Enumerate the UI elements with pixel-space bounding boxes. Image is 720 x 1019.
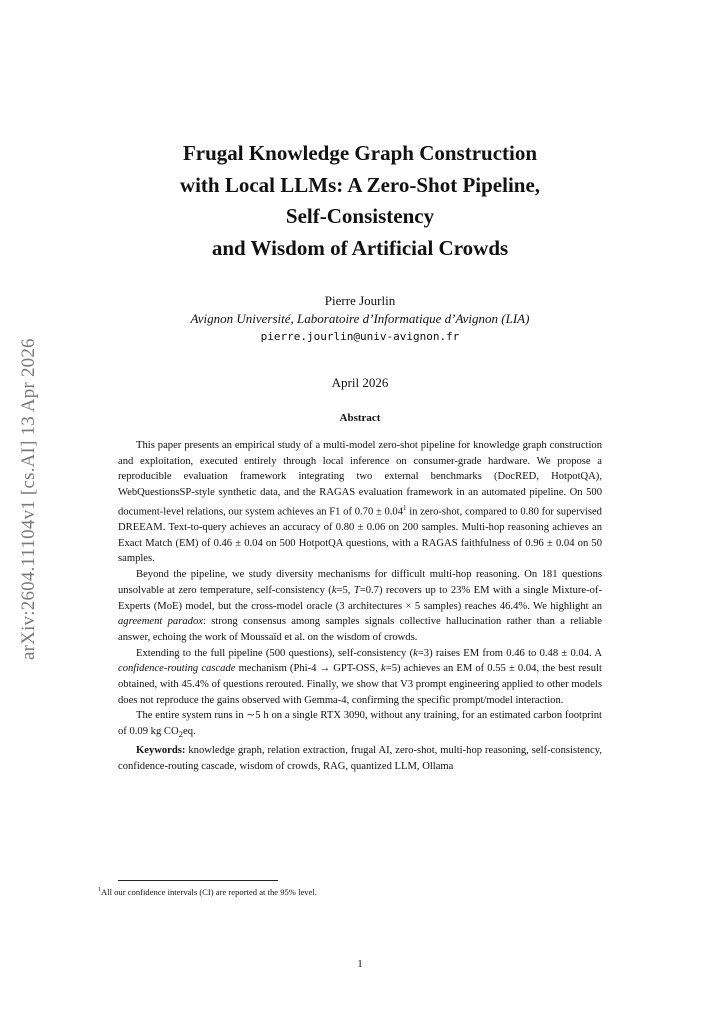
abstract-p3-text-b: =3) raises EM from 0.46 to 0.48 ± 0.04. A	[417, 647, 602, 659]
paper-title	[120, 138, 600, 264]
abstract-p2-text-b: =5,	[336, 584, 354, 596]
abstract-paragraph-2	[118, 567, 602, 646]
author-block	[120, 292, 600, 346]
page-number: 1	[357, 958, 363, 970]
footnote-mark: 1	[98, 887, 101, 893]
emphasis-confidence-routing-cascade: confidence-routing cascade	[118, 663, 236, 675]
emphasis-agreement-paradox: agreement paradox	[118, 616, 203, 628]
keywords-text: knowledge graph, relation extraction, frugal AI, zero-shot, multi-hop reasoning, self-consistency, confidence-routing cascade, wisdom of crowds, RAG, quantized LLM, Ollama	[118, 745, 602, 772]
abstract-paragraph-3	[118, 646, 602, 709]
title-line-1: Frugal Knowledge Graph Construction	[182, 141, 538, 165]
keywords-label: Keywords:	[136, 745, 186, 756]
abstract-p2-text-a: Beyond the pipeline, we study diversity mechanisms for difficult multi-hop reasoning. On 181 questions unsolvable at zero temperature, self-consistency (	[118, 569, 602, 596]
math-k: k	[381, 663, 386, 675]
subscript-2: 2	[178, 729, 184, 740]
abstract-paragraph-4	[118, 708, 602, 743]
abstract-body	[118, 438, 602, 774]
math-t: T	[353, 584, 360, 596]
abstract-paragraph-1	[118, 438, 602, 567]
author-name: Pierre Jourlin	[324, 293, 396, 308]
abstract-p2-text-d: : strong consensus among samples signals collective hallucination rather than a reliable answer, echoing the work of Moussaïd et al. on the wisdom of crowds.	[118, 616, 602, 643]
arxiv-identifier: arXiv:2604.11104v1 [cs.AI] 13 Apr 2026	[18, 338, 39, 660]
footnote-rule	[118, 880, 278, 881]
abstract-heading: Abstract	[339, 412, 381, 424]
keywords	[118, 743, 602, 774]
abstract-p3-text-a: Extending to the full pipeline (500 questions), self-consistency (	[136, 647, 414, 659]
publication-date: April 2026	[331, 375, 389, 390]
footnote-text: All our confidence intervals (CI) are reported at the 95% level.	[101, 886, 317, 897]
abstract-p4-text-a: The entire system runs in ∼5 h on a single RTX 3090, without any training, for an estimated carbon footprint of 0.09 kg CO	[118, 710, 602, 738]
math-k: k	[331, 584, 337, 596]
abstract-p1-text-b: in zero-shot, compared to 0.80 for supervised DREEAM. Text-to-query achieves an accuracy of 0.80 ± 0.06 on 200 samples. Multi-hop reasoning achieves an Exact Match (EM) of 0.46 ± 0.04 on 500 HotpotQA questions, with a RAGAS faithfulness of 0.96 ± 0.04 on 50 samples.	[118, 506, 602, 565]
abstract-p4-text-b: eq.	[183, 726, 196, 738]
abstract-p2-text-c: =0.7) recovers up to 23% EM with a single Mixture-of-Experts (MoE) model, but the cross-model oracle (3 architectures × 5 samples) reaches 46.4%. We highlight an	[118, 584, 602, 612]
author-affiliation: Avignon Université, Laboratoire d’Informatique d’Avignon (LIA)	[190, 311, 530, 326]
abstract-p3-text-c: mechanism (Phi-4 → GPT-OSS,	[235, 663, 382, 675]
abstract-p1-text-a: This paper presents an empirical study of a multi-model zero-shot pipeline for knowledge graph construction and exploitation, executed entirely through local inference on consumer-grade hardware. We propose a reproducible evaluation framework integrating two external benchmarks (DocRED, HotpotQA), WebQuestionsSP-style synthetic data, and the RAGAS evaluation framework in an automated pipeline. On 500 document-level relations, our system achieves an F1 of 0.70 ± 0.04	[118, 440, 602, 518]
author-email: pierre.jourlin@univ-avignon.fr	[260, 330, 460, 343]
abstract-p3-text-d: =5) achieves an EM of 0.55 ± 0.04, the best result obtained, with 45.4% of questions rerouted. Finally, we show that V3 prompt engineering applied to other models does not reproduce the gains observed with Gemma-4, confirming the specific prompt/model interaction.	[118, 663, 602, 706]
math-k: k	[413, 647, 418, 659]
footnote-ref: 1	[403, 503, 407, 512]
title-line-4: and Wisdom of Artificial Crowds	[211, 235, 509, 260]
footnote	[98, 884, 618, 898]
title-line-3: Self-Consistency	[285, 204, 435, 228]
title-line-2: with Local LLMs: A Zero-Shot Pipeline,	[179, 172, 541, 197]
